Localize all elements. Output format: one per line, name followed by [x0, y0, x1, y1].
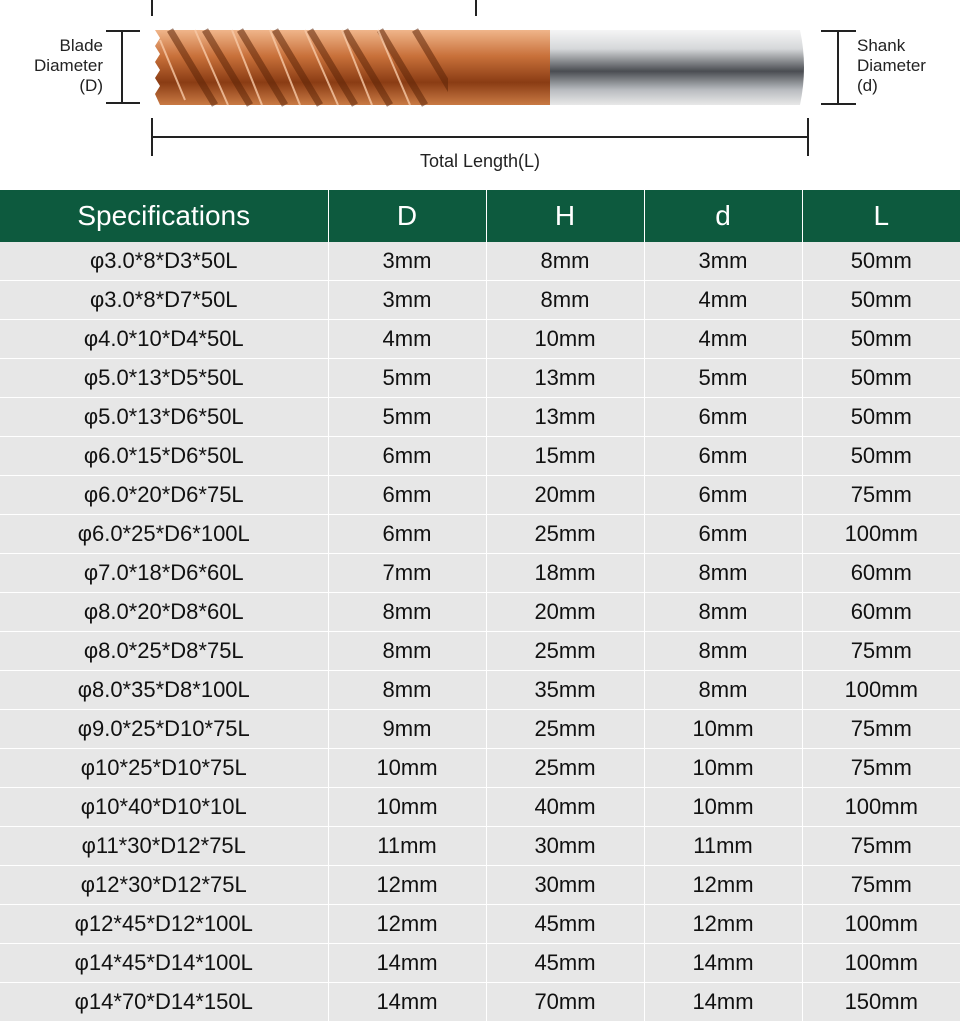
spec-cell: φ3.0*8*D3*50L	[0, 242, 328, 281]
table-row	[0, 866, 960, 905]
table-row	[0, 593, 960, 632]
spec-cell: φ10*40*D10*10L	[0, 788, 328, 827]
blade-section	[155, 30, 455, 105]
spec-cell: φ12*30*D12*75L	[0, 866, 328, 905]
total-length-cell: 75mm	[802, 476, 960, 515]
blade-diameter-cell: 8mm	[328, 632, 486, 671]
flute-length-cell: 70mm	[486, 983, 644, 1022]
flute-length-cell: 45mm	[486, 905, 644, 944]
blade-diameter-cell: 8mm	[328, 593, 486, 632]
blade-diameter-cell: 5mm	[328, 359, 486, 398]
spec-cell: φ6.0*20*D6*75L	[0, 476, 328, 515]
shank-diameter-cell: 3mm	[644, 242, 802, 281]
flute-length-cell: 25mm	[486, 749, 644, 788]
shank-diameter-cell: 6mm	[644, 437, 802, 476]
shank-diameter-cell: 10mm	[644, 749, 802, 788]
flute-length-cell: 40mm	[486, 788, 644, 827]
total-length-cell: 75mm	[802, 749, 960, 788]
blade-diameter-cell: 7mm	[328, 554, 486, 593]
total-length-cell: 150mm	[802, 983, 960, 1022]
flute-length-cell: 25mm	[486, 710, 644, 749]
header-total-length: L	[802, 190, 960, 242]
flute-length-cell: 8mm	[486, 281, 644, 320]
total-length-cell: 75mm	[802, 710, 960, 749]
spec-cell: φ12*45*D12*100L	[0, 905, 328, 944]
blade-diameter-cell: 6mm	[328, 515, 486, 554]
flute-length-cell: 30mm	[486, 866, 644, 905]
spec-cell: φ8.0*20*D8*60L	[0, 593, 328, 632]
total-length-label: Total Length(L)	[419, 151, 541, 171]
table-header-row	[0, 190, 960, 242]
spec-cell: φ3.0*8*D7*50L	[0, 281, 328, 320]
shank-diameter-cell: 4mm	[644, 320, 802, 359]
table-body	[0, 242, 960, 1022]
spec-table	[0, 190, 960, 1022]
total-length-cell: 100mm	[802, 905, 960, 944]
total-length-cell: 50mm	[802, 359, 960, 398]
shank-diameter-cell: 14mm	[644, 983, 802, 1022]
shank-diameter-cell: 12mm	[644, 905, 802, 944]
spec-cell: φ9.0*25*D10*75L	[0, 710, 328, 749]
spec-cell: φ4.0*10*D4*50L	[0, 320, 328, 359]
total-length-cell: 50mm	[802, 398, 960, 437]
flute-length-cell: 8mm	[486, 242, 644, 281]
shank-diameter-cell: 8mm	[644, 671, 802, 710]
spec-cell: φ10*25*D10*75L	[0, 749, 328, 788]
table-row	[0, 632, 960, 671]
blade-diameter-cell: 8mm	[328, 671, 486, 710]
header-blade-diameter: D	[328, 190, 486, 242]
tool-diagram	[0, 0, 960, 190]
table-row	[0, 944, 960, 983]
coated-neck	[448, 30, 550, 105]
total-length-cell: 75mm	[802, 827, 960, 866]
header-specifications: Specifications	[0, 190, 328, 242]
blade-diameter-cell: 4mm	[328, 320, 486, 359]
shank-diameter-cell: 6mm	[644, 476, 802, 515]
shank-diameter-cell: 12mm	[644, 866, 802, 905]
table-row	[0, 983, 960, 1022]
table-row	[0, 827, 960, 866]
total-length-cell: 60mm	[802, 554, 960, 593]
spec-cell: φ5.0*13*D6*50L	[0, 398, 328, 437]
shank-diameter-cell: 10mm	[644, 788, 802, 827]
shank-diameter-cell: 8mm	[644, 593, 802, 632]
blade-diameter-cell: 14mm	[328, 983, 486, 1022]
table-row	[0, 281, 960, 320]
shank-diameter-cell: 4mm	[644, 281, 802, 320]
blade-diameter-cell: 12mm	[328, 905, 486, 944]
blade-diameter-cell: 6mm	[328, 437, 486, 476]
total-length-cell: 75mm	[802, 632, 960, 671]
flute-length-cell: 35mm	[486, 671, 644, 710]
shank-diameter-cell: 8mm	[644, 554, 802, 593]
flute-length-cell: 20mm	[486, 476, 644, 515]
total-length-cell: 50mm	[802, 320, 960, 359]
flute-length-cell: 30mm	[486, 827, 644, 866]
blade-diameter-cell: 3mm	[328, 242, 486, 281]
shank-diameter-cell: 6mm	[644, 398, 802, 437]
total-length-cell: 100mm	[802, 788, 960, 827]
total-length-cell: 50mm	[802, 281, 960, 320]
table-row	[0, 905, 960, 944]
shank-diameter-label: Shank Diameter (d)	[857, 36, 926, 95]
table-row	[0, 359, 960, 398]
total-length-cell: 50mm	[802, 242, 960, 281]
blade-diameter-label: Blade Diameter (D)	[34, 36, 103, 95]
flute-length-cell: 10mm	[486, 320, 644, 359]
table-row	[0, 320, 960, 359]
shank-section	[550, 30, 804, 105]
header-flute-length: H	[486, 190, 644, 242]
blade-diameter-cell: 6mm	[328, 476, 486, 515]
flute-length-cell: 15mm	[486, 437, 644, 476]
spec-cell: φ14*45*D14*100L	[0, 944, 328, 983]
table-row	[0, 242, 960, 281]
spec-cell: φ8.0*25*D8*75L	[0, 632, 328, 671]
table-row	[0, 554, 960, 593]
table-row	[0, 476, 960, 515]
table-row	[0, 671, 960, 710]
total-length-cell: 75mm	[802, 866, 960, 905]
table-row	[0, 437, 960, 476]
flute-length-cell: 45mm	[486, 944, 644, 983]
shank-diameter-cell: 8mm	[644, 632, 802, 671]
table-row	[0, 749, 960, 788]
total-length-cell: 50mm	[802, 437, 960, 476]
shank-diameter-cell: 11mm	[644, 827, 802, 866]
spec-cell: φ6.0*15*D6*50L	[0, 437, 328, 476]
flute-length-cell: 25mm	[486, 632, 644, 671]
shank-diameter-cell: 14mm	[644, 944, 802, 983]
flute-length-cell: 18mm	[486, 554, 644, 593]
blade-diameter-cell: 3mm	[328, 281, 486, 320]
spec-cell: φ7.0*18*D6*60L	[0, 554, 328, 593]
total-length-cell: 100mm	[802, 671, 960, 710]
total-length-cell: 100mm	[802, 515, 960, 554]
shank-diameter-cell: 6mm	[644, 515, 802, 554]
total-length-cell: 60mm	[802, 593, 960, 632]
blade-diameter-cell: 14mm	[328, 944, 486, 983]
table-row	[0, 788, 960, 827]
total-length-cell: 100mm	[802, 944, 960, 983]
shank-diameter-cell: 5mm	[644, 359, 802, 398]
spec-cell: φ14*70*D14*150L	[0, 983, 328, 1022]
header-shank-diameter: d	[644, 190, 802, 242]
shank-diameter-cell: 10mm	[644, 710, 802, 749]
table-row	[0, 515, 960, 554]
flute-length-cell: 13mm	[486, 398, 644, 437]
spec-cell: φ11*30*D12*75L	[0, 827, 328, 866]
spec-cell: φ5.0*13*D5*50L	[0, 359, 328, 398]
blade-diameter-cell: 11mm	[328, 827, 486, 866]
blade-diameter-cell: 12mm	[328, 866, 486, 905]
table-row	[0, 710, 960, 749]
flute-length-cell: 20mm	[486, 593, 644, 632]
blade-diameter-cell: 10mm	[328, 788, 486, 827]
flute-length-cell: 25mm	[486, 515, 644, 554]
flute-length-cell: 13mm	[486, 359, 644, 398]
table-row	[0, 398, 960, 437]
blade-diameter-cell: 9mm	[328, 710, 486, 749]
spec-cell: φ6.0*25*D6*100L	[0, 515, 328, 554]
spec-cell: φ8.0*35*D8*100L	[0, 671, 328, 710]
blade-diameter-cell: 10mm	[328, 749, 486, 788]
blade-diameter-cell: 5mm	[328, 398, 486, 437]
